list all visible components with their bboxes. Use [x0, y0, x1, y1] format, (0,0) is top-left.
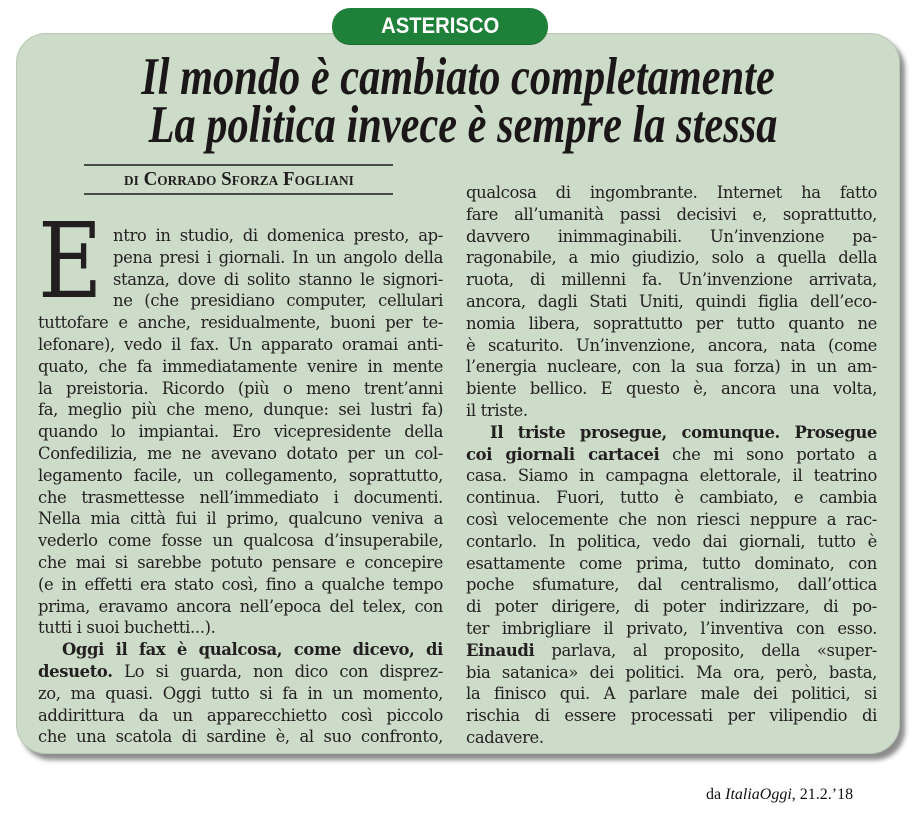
text-span: Lo si guarda, non dico con disprez- [112, 661, 443, 681]
headline-line-2 [3, 96, 920, 154]
bold-lead: Einaudi [466, 640, 535, 660]
text-line: addirittura da un apparecchietto così piccolo [38, 705, 443, 725]
byline-text: di Corrado Sforza Fogliani [123, 168, 354, 190]
text-line: tuttofare e anche, residualmente, buoni per te- [38, 313, 443, 333]
text-span: parlava, al proposito, della «super- [534, 640, 877, 660]
text-line [466, 640, 877, 662]
text-line: di poter dirigere, di poter indirizzare, di po- [466, 597, 877, 617]
text-line: che una scatola di sardine è, al suo confronto, [38, 727, 443, 747]
text-line: ruota, di millenni fa. Un’invenzione arrivata, [466, 270, 877, 290]
headline-line-2-text: La politica invece è sempre la stessa [148, 96, 778, 154]
bold-lead: Oggi il fax è qualcosa, come dicevo, di [62, 640, 443, 660]
text-line: poche sfumature, dal centralismo, dall’ottica [466, 575, 877, 595]
text-line: quando lo impiantai. Ero vicepresidente della [38, 422, 443, 442]
text-line: legamento facile, un collegamento, soprattutto, [38, 465, 443, 485]
text-line: ragonabile, a mio giudizio, solo a quella della [466, 248, 877, 268]
left-column [38, 225, 443, 748]
text-line: così velocemente che non riesci neppure a rac- [466, 509, 877, 529]
headline-line-1-text: Il mondo è cambiato completamente [141, 48, 775, 106]
text-line: prima, eravamo ancora nell’epoca del telex, con [38, 596, 443, 616]
text-line: la finisco qui. A parlare male dei politici, si [466, 684, 877, 704]
text-line: nomia libera, soprattutto per tutto quanto ne [466, 313, 877, 333]
bold-lead: coi giornali cartacei [466, 444, 660, 464]
headline-line-1 [0, 48, 918, 106]
text-line: è scaturito. Un’invenzione, ancora, nata (come [466, 335, 877, 355]
text-line [466, 422, 877, 444]
text-line: esattamente come prima, tutto dominato, con [466, 553, 877, 573]
text-line: casa. Siamo in campagna elettorale, il teatrino [466, 466, 877, 486]
text-line: davvero inimmaginabili. Un’invenzione pa- [466, 226, 877, 246]
text-line: rischia di essere processati per vilipendio di [466, 706, 877, 726]
section-badge-label: ASTERISCO [380, 13, 500, 38]
credit-source: ItaliaOggi [725, 786, 792, 803]
text-line: continua. Fuori, tutto è cambiato, e cambia [466, 488, 877, 508]
text-span: che mi sono portato a [659, 444, 878, 464]
text-line: quato, che fa immediatamente venire in mente [38, 356, 443, 376]
text-line: qualcosa di ingombrante. Internet ha fatto [466, 183, 877, 202]
text-line: stanza, dove di solito stanno le signori- [113, 269, 443, 289]
text-line [38, 661, 443, 683]
section-badge [332, 8, 548, 45]
text-line: bia satanica» dei politici. Ma ora, però, basta, [466, 662, 877, 682]
text-line: lefonare), vedo il fax. Un apparato oramai anti- [38, 334, 443, 354]
bold-lead: Il triste prosegue, comunque. Prosegue [490, 422, 877, 442]
text-line: cadavere. [466, 727, 544, 747]
text-line: che trasmettesse nell’immediato i documenti. [38, 487, 443, 507]
text-line [38, 639, 443, 661]
text-line: vederlo come fosse un qualcosa d’insuperabile, [38, 531, 443, 551]
text-line: l’energia nucleare, con la sua forza) in un am- [466, 357, 877, 377]
text-line: (e in effetti era stato così, fino a qualche tempo [38, 574, 443, 594]
text-line: contarlo. In politica, vedo dai giornali, tutto è [466, 531, 877, 551]
text-line: fare all’umanità passi decisivi e, soprattutto, [466, 204, 877, 224]
text-line [466, 444, 877, 466]
byline [84, 164, 393, 195]
text-line: ter imbrigliare il privato, l’inventiva con esso. [466, 618, 877, 638]
text-line: pena presi i giornali. In un angolo della [113, 247, 443, 267]
drop-cap: E [38, 200, 103, 322]
text-line: la preistoria. Ricordo (più o meno trent’anni [38, 378, 443, 398]
credit-date: , 21.2.’18 [791, 786, 854, 803]
text-line: fa, meglio più che meno, dunque: sei lustri fa) [38, 400, 443, 420]
text-line: ntro in studio, di domenica presto, ap- [113, 226, 443, 245]
text-line: il triste. [466, 400, 528, 420]
bold-lead: desueto. [38, 661, 113, 681]
text-line: Nella mia città fui il primo, qualcuno veniva a [38, 509, 443, 529]
credit-prefix: da [706, 786, 726, 803]
right-column [466, 182, 877, 749]
text-line: zo, ma quasi. Oggi tutto si fa in un momento, [38, 683, 443, 703]
text-line: ancora, dagli Stati Uniti, quindi figlia dell’eco- [466, 291, 877, 311]
text-line: tutti i suoi buchetti...). [38, 618, 216, 638]
source-credit [706, 786, 853, 804]
text-line: ne (che presidiano computer, cellulari [113, 291, 443, 311]
text-line: Confedilizia, me ne avevano dotato per un col- [38, 443, 443, 463]
text-line: biente bellico. E questo è, ancora una volta, [466, 379, 877, 399]
text-line: che mai si sarebbe potuto pensare e concepire [38, 552, 443, 572]
